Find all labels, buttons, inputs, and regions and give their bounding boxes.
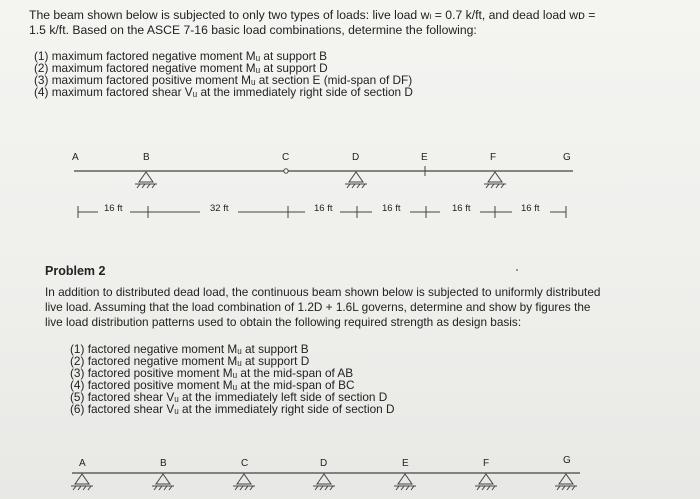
point-label-b2: B <box>160 458 167 469</box>
point-label-b: B <box>143 152 150 163</box>
point-label-e2: E <box>402 458 409 469</box>
point-label-a: A <box>72 152 79 163</box>
list-item: (3) factored positive moment Mᵤ at the mid-span of AB <box>70 366 354 380</box>
supports-2 <box>71 474 577 490</box>
list-item: (1) maximum factored negative moment Mᵤ at support B <box>34 49 327 63</box>
list-item: (5) factored shear Vᵤ at the immediately left side of section D <box>70 390 388 404</box>
point-label-d: D <box>352 152 360 163</box>
point-label-a2: A <box>79 458 86 469</box>
point-label-g: G <box>563 152 571 163</box>
list-item: (4) factored positive moment Mᵤ at the mid-span of BC <box>70 378 355 392</box>
point-label-f: F <box>490 152 497 163</box>
list-item: (1) factored negative moment Mᵤ at support B <box>70 342 309 356</box>
span-label-de: 16 ft <box>382 203 401 214</box>
point-label-f2: F <box>483 458 490 469</box>
problem1-intro-line2: 1.5 k/ft. Based on the ASCE 7-16 basic load combinations, determine the following: <box>29 23 477 37</box>
problem2-text-line1: In addition to distributed dead load, the continuous beam shown below is subjected to uniformly distributed <box>45 285 601 299</box>
problem2-text-line2: live load. Assuming that the load combination of 1.2D + 1.6L governs, determine and show by figures the <box>45 300 591 314</box>
list-item: (2) maximum factored negative moment Mᵤ at support D <box>34 61 328 75</box>
span-label-bd: 32 ft <box>210 203 229 214</box>
list-item: (2) factored negative moment Mᵤ at support D <box>70 354 310 368</box>
span-label-ef: 16 ft <box>452 203 471 214</box>
point-label-g2: G <box>563 455 571 466</box>
span-label-cd: 16 ft <box>314 203 333 214</box>
point-label-c: C <box>282 152 290 163</box>
point-label-e: E <box>421 152 428 163</box>
problem2-text-line3: live load distribution patterns used to obtain the following required strength as design basis: <box>45 315 522 329</box>
span-label-ab: 16 ft <box>104 203 123 214</box>
problem1-intro-line1: The beam shown below is subjected to only two types of loads: live load wₗ = 0.7 k/ft, and dead load wᴅ = <box>29 8 596 22</box>
list-item: (6) factored shear Vᵤ at the immediately right side of section D <box>70 402 395 416</box>
point-label-d2: D <box>320 458 328 469</box>
list-item: (4) maximum factored shear Vᵤ at the immediately right side of section D <box>34 85 413 99</box>
list-item: (3) maximum factored positive moment Mᵤ at section E (mid-span of DF) <box>34 73 413 87</box>
problem2-heading: Problem 2 <box>45 264 106 278</box>
point-label-c2: C <box>241 458 249 469</box>
span-label-fg: 16 ft <box>521 203 540 214</box>
